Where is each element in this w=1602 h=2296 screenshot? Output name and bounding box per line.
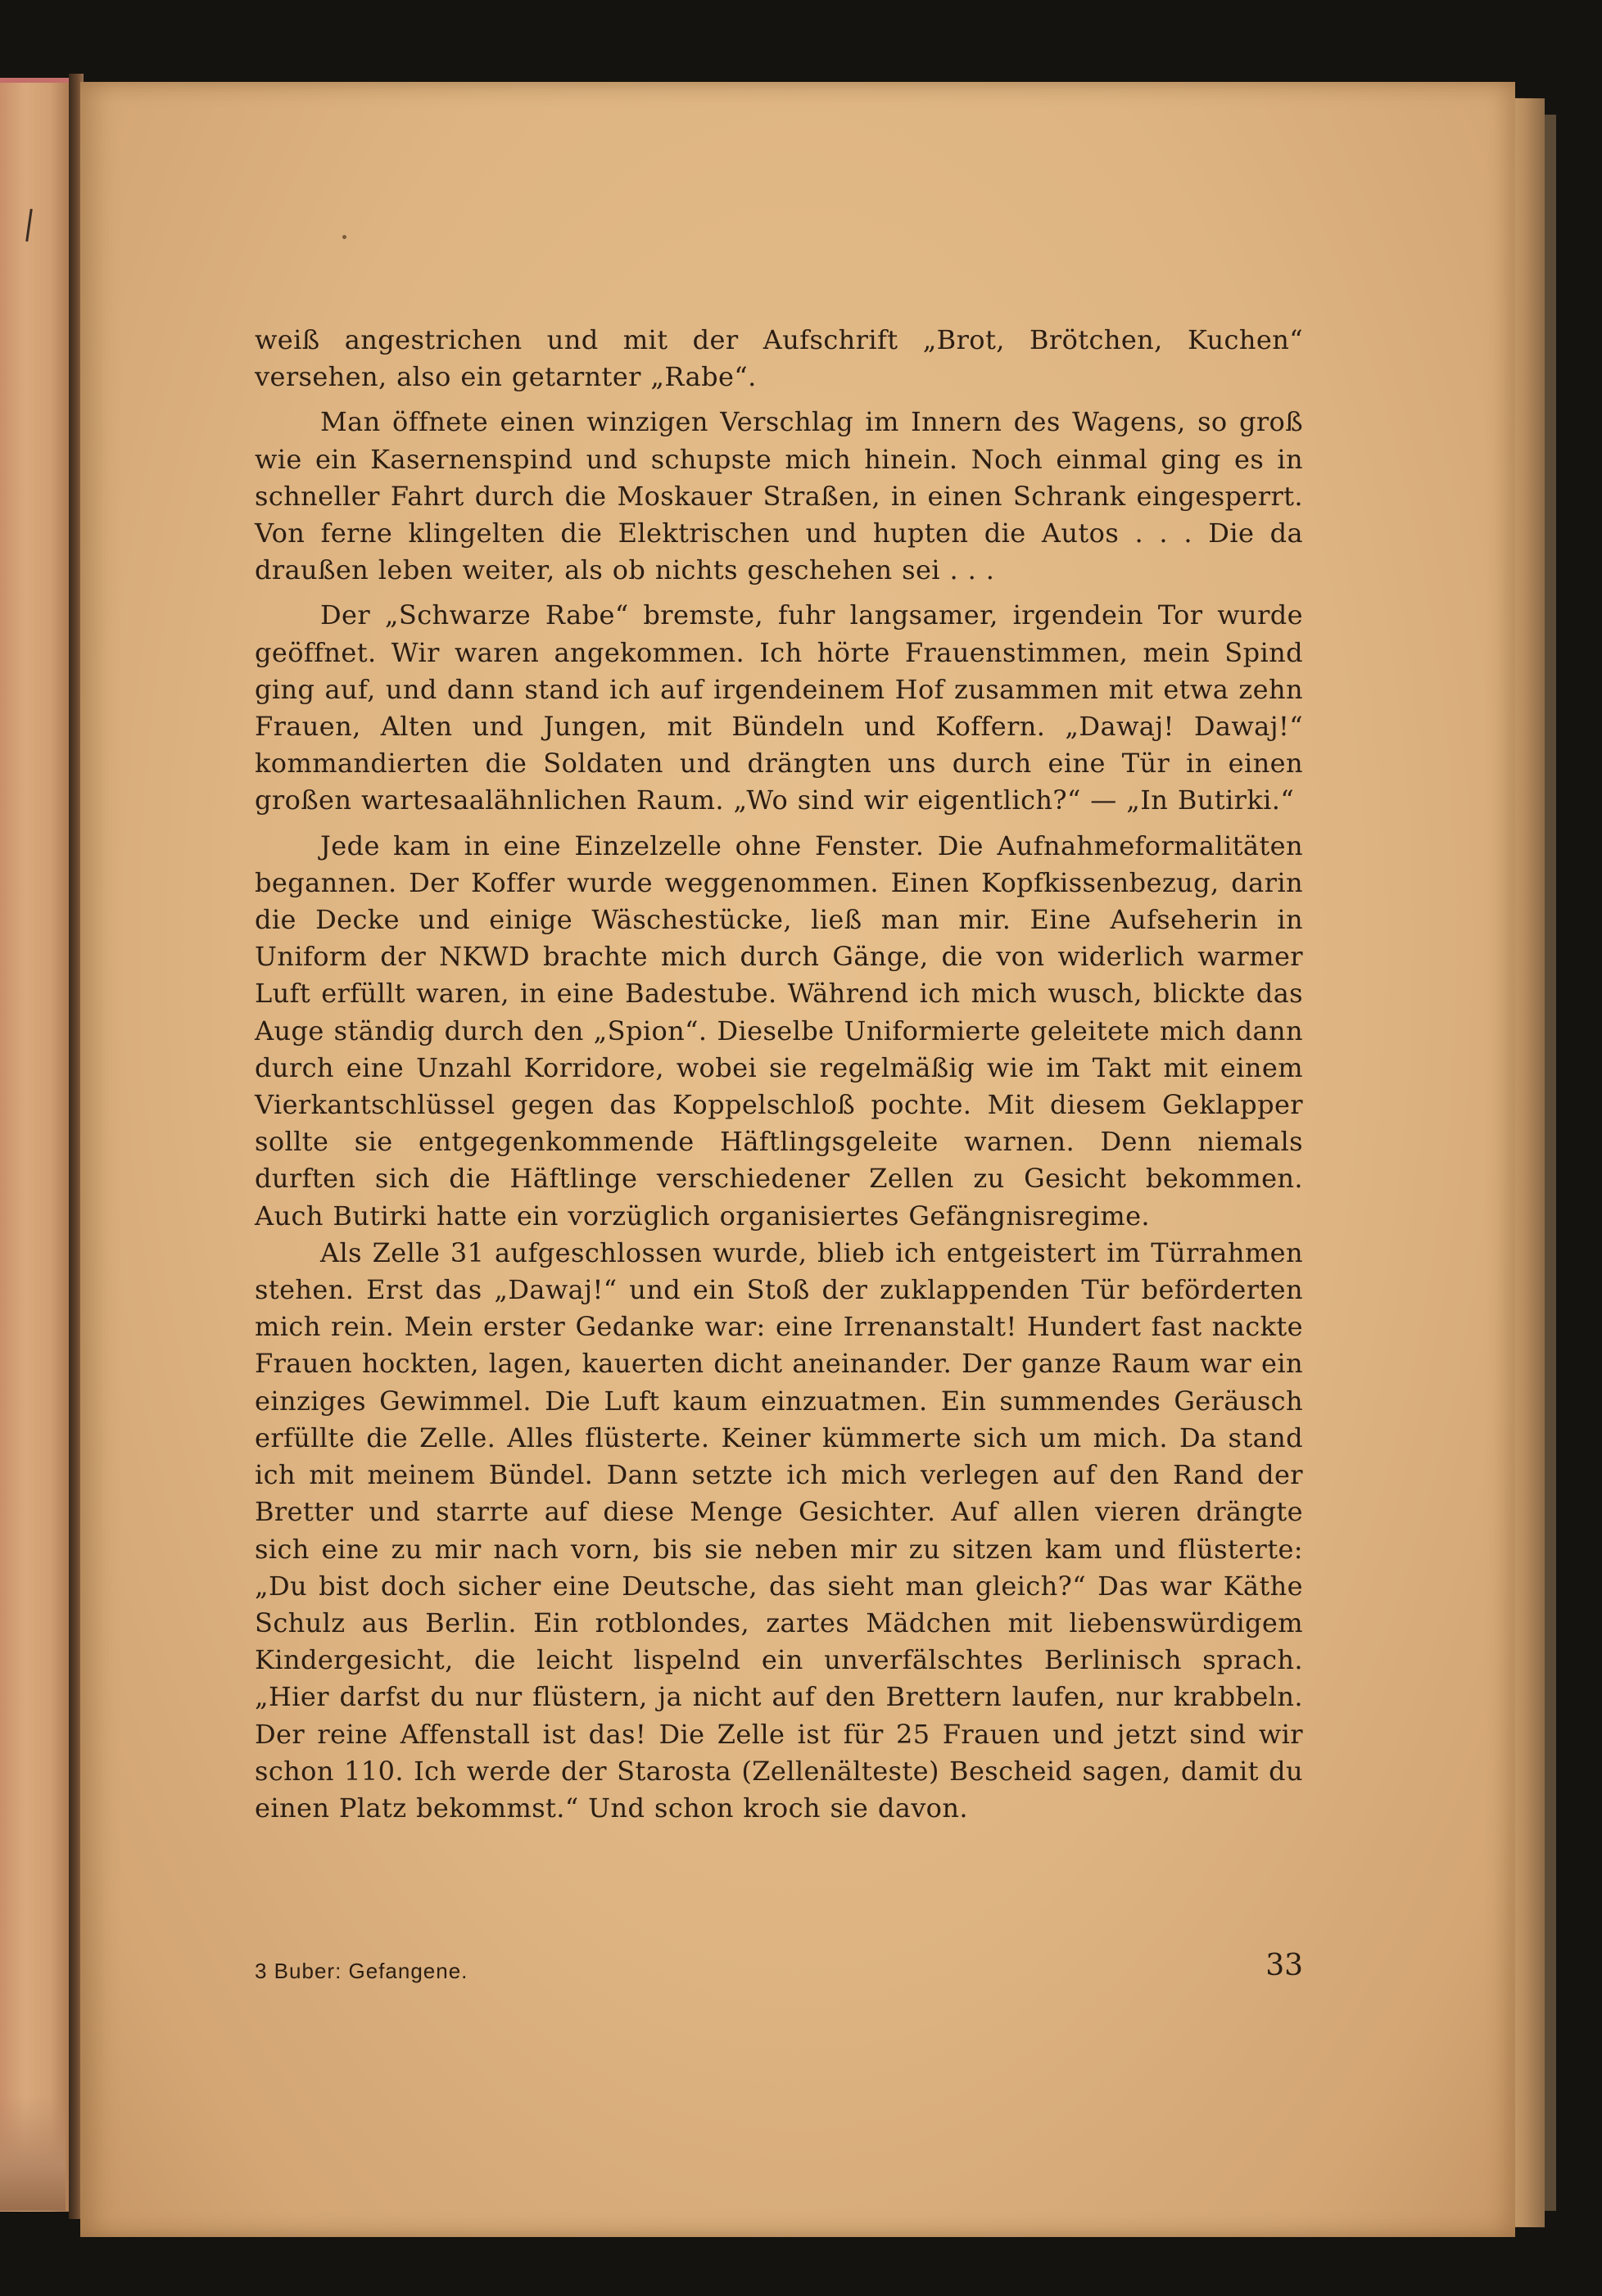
paper-speck	[342, 235, 346, 239]
printer-signature: 3 Buber: Gefangene.	[255, 1959, 468, 1983]
paragraph-5: Als Zelle 31 aufgeschlossen wurde, blieb ich entgeistert im Türrahmen stehen. Erst das „Dawaj!“ und ein Stoß der zuklappenden Tür beförderten mich rein. Mein erster Gedanke war: eine Irrenanstalt! Hundert fast nackte Frauen hockten, lagen, kauerten dicht aneinander. Der ganze Raum war ein einziges Gewimmel. Die Luft kaum einzuatmen. Ein summendes Geräusch erfüllte die Zelle. Alles flüsterte. Keiner kümmerte sich um mich. Da stand ich mit meinem Bündel. Dann setzte ich mich verlegen auf den Rand der Bretter und starrte auf diese Menge Gesichter. Auf allen vieren drängte sich eine zu mir nach vorn, bis sie neben mir zu sitzen kam und flüsterte: „Du bist doch sicher eine Deutsche, das sieht man gleich?“ Das war Käthe Schulz aus Berlin. Ein rotblondes, zartes Mädchen mit liebenswürdigem Kindergesicht, die leicht lispelnd ein unverfälschtes Berlinisch sprach. „Hier darfst du nur flüstern, ja nicht auf den Brettern laufen, nur krabbeln. Der reine Affenstall ist das! Die Zelle ist für 25 Frauen und jetzt sind wir schon 110. Ich werde der Starosta (Zellenälteste) Bescheid sagen, damit du einen Platz bekommst.“ Und schon kroch sie davon.	[255, 1236, 1303, 1824]
paragraph-1: weiß angestrichen und mit der Aufschrift „Brot, Brötchen, Kuchen“ versehen, also ein getarnter „Rabe“.	[255, 324, 1303, 393]
left-page-corner	[0, 2096, 66, 2211]
paragraph-2: Man öffnete einen winzigen Verschlag im Innern des Wagens, so groß wie ein Kasernenspind und schupste mich hinein. Noch einmal ging es in schneller Fahrt durch die Moskauer Straßen, in einen Schrank eingesperrt. Von ferne klingelten die Elektrischen und hupten die Autos . . . Die da draußen leben weiter, als ob nichts geschehen sei . . .	[255, 406, 1303, 586]
left-page-edge	[0, 78, 72, 2212]
page-footer	[255, 1949, 1303, 1990]
body-text	[255, 322, 1303, 1827]
page-number: 33	[1265, 1949, 1303, 1982]
page-stack-edge	[1512, 98, 1545, 2227]
paragraph-4: Jede kam in eine Einzelzelle ohne Fenster. Die Aufnahmeformalitäten begannen. Der Koffer wurde weggenommen. Einen Kopfkissenbezug, darin die Decke und einige Wäschestücke, ließ man mir. Eine Aufseherin in Uniform der NKWD brachte mich durch Gänge, die von widerlich warmer Luft erfüllt waren, in eine Badestube. Während ich mich wusch, blickte das Auge ständig durch den „Spion“. Dieselbe Uniformierte geleitete mich dann durch eine Unzahl Korridore, wobei sie regelmäßig wie im Takt mit einem Vierkantschlüssel gegen das Koppelschloß pochte. Mit diesem Geklapper sollte sie entgegenkommende Häftlingsgeleite warnen. Denn niemals durften sich die Häftlinge verschiedener Zellen zu Gesicht bekommen. Auch Butirki hatte ein vorzüglich organisiertes Gefängnisregime.	[255, 829, 1303, 1232]
paragraph-3: Der „Schwarze Rabe“ bremste, fuhr langsamer, irgendein Tor wurde geöffnet. Wir waren angekommen. Ich hörte Frauenstimmen, mein Spind ging auf, und dann stand ich auf irgendeinem Hof zusammen mit etwa zehn Frauen, Alten und Jungen, mit Bündeln und Koffern. „Dawaj! Dawaj!“ kommandierten die Soldaten und drängten uns durch eine Tür in einen großen wartesaalähnlichen Raum. „Wo sind wir eigentlich?“ — „In Butirki.“	[255, 599, 1303, 816]
